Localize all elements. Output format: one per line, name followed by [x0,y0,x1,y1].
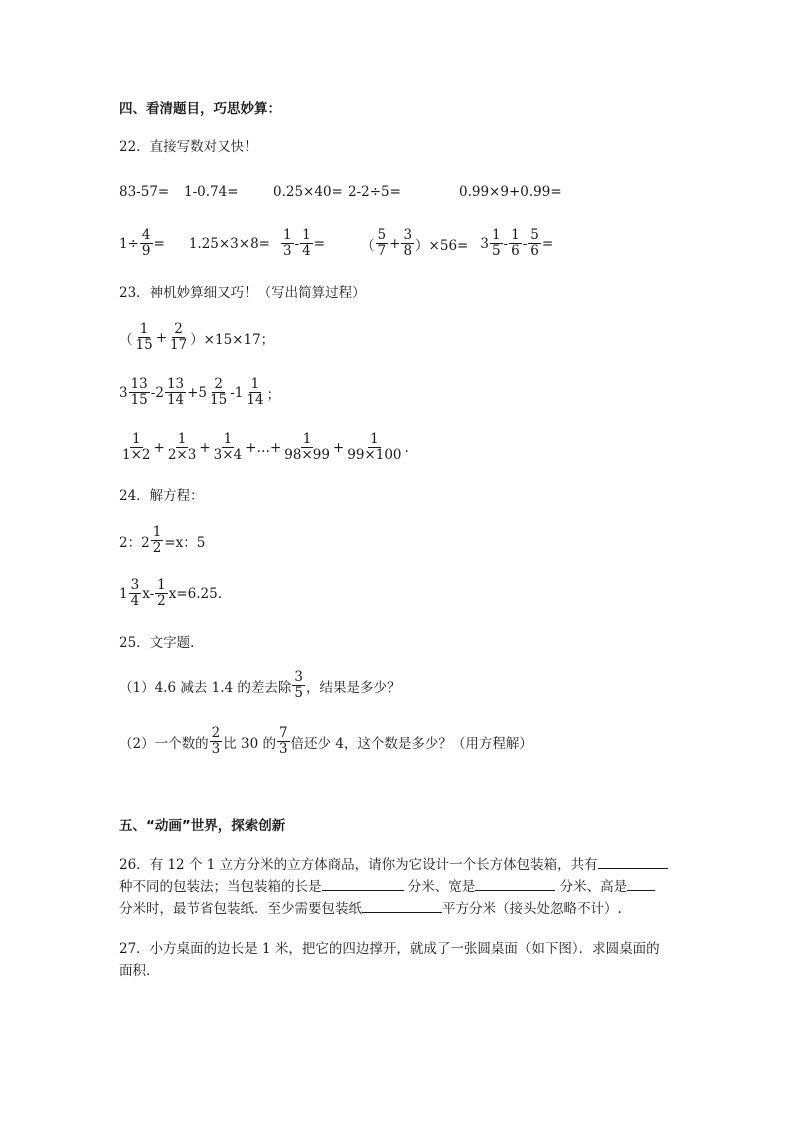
q22-item-7: 1.25×3×8= [188,235,270,252]
text: 3 [119,384,128,401]
text: 3 [480,235,489,252]
denominator: 3 [282,243,292,259]
fraction [166,432,199,463]
q22-item-10 [480,228,553,259]
fraction [509,228,522,259]
numerator: 1 [139,321,149,337]
fraction [134,322,155,353]
denominator: 2 [152,540,162,556]
denominator: 4 [130,593,140,609]
fraction [208,377,229,408]
text: 分米、高是 [559,879,628,895]
text: ）×15×17； [190,331,275,348]
numerator: 2 [174,321,183,337]
text: x=6.25. [168,585,223,602]
fraction [292,670,305,701]
numerator: 1 [223,431,233,447]
text: （2）一个数的 [119,735,209,752]
text: + [199,439,211,456]
fraction [277,726,290,757]
denominator: 17 [170,337,188,353]
text: =x：5 [164,534,206,551]
numerator: 1 [282,227,292,243]
answer-blank[interactable] [475,876,555,891]
q22-item-3: 0.25×40= [273,184,343,200]
numerator: 1 [302,431,312,447]
numerator: 1 [511,227,520,243]
q22-item-4: 2-2÷5= [348,184,401,200]
fraction [140,228,153,259]
fraction [165,377,186,408]
text: 1÷ [119,235,139,252]
denominator: 98×99 [284,447,330,463]
q22-item-8 [280,228,325,259]
text: - [294,235,300,252]
text: = [313,235,326,252]
denominator: 6 [530,243,539,259]
fraction [210,726,223,757]
fraction [401,228,414,259]
text: + [332,439,345,456]
text: （1）4.6 减去 1.4 的差去除 [119,679,292,696]
text: 倍还少 4，这个数是多少？（用方程解） [290,735,533,752]
text: + [269,439,282,456]
text: … [256,439,270,456]
numerator: 3 [403,227,413,243]
q22-item-2: 1-0.74= [184,184,239,200]
text: 比 30 的 [223,735,276,752]
fraction [155,578,168,609]
denominator: 15 [135,337,153,353]
denominator: 5 [294,685,303,701]
q24-title: 24．解方程： [119,488,204,504]
fraction [129,578,142,609]
text: 分米、宽是 [407,879,476,895]
numerator: 1 [152,524,162,540]
text: 面积． [119,963,160,979]
text: + [155,329,167,346]
text: -1 [230,384,244,401]
q25-part-2 [119,726,533,757]
fraction [376,228,389,259]
denominator: 2 [157,593,166,609]
denominator: 4 [302,243,311,259]
denominator: 8 [403,243,413,259]
answer-blank[interactable] [627,876,655,891]
text: = [541,235,554,252]
text: ； [266,386,281,403]
numerator: 4 [141,227,151,243]
q24-eq-2 [119,578,222,609]
denominator: 3 [211,741,221,757]
q22-item-1: 83-57= [119,184,170,200]
fraction [345,432,403,463]
q25-title: 25．文字题． [119,635,204,651]
text: +5 [187,384,208,401]
fraction [129,377,150,408]
numerator: 7 [278,725,288,741]
numerator: 1 [157,577,166,593]
q23-expr-1 [119,322,274,353]
q22-item-5: 0.99×9+0.99= [459,184,562,200]
q26-paragraph [119,854,679,920]
fraction [282,432,332,463]
fraction [151,525,164,556]
answer-blank[interactable] [598,854,668,869]
numerator: 2 [214,376,223,392]
denominator: 3×4 [213,447,243,463]
q24-eq-1 [119,525,205,556]
q23-title: 23．神机妙算细又巧！（写出简算过程） [119,285,366,301]
text: = [153,235,165,252]
fraction [120,432,153,463]
text: -2 [150,384,164,401]
text: 26．有 12 个 1 立方分米的立方体商品，请你为它设计一个长方体包装箱，共有 [119,857,598,873]
q25-part-1 [119,670,401,701]
numerator: 3 [130,577,140,593]
q22-item-9 [361,228,468,259]
q23-expr-3 [119,432,409,463]
numerator: 5 [530,227,539,243]
denominator: 3 [278,741,288,757]
q22-row-2 [119,228,553,259]
denominator: 5 [491,243,501,259]
fraction [528,228,541,259]
section-4-title: 四、看清题目，巧思妙算： [119,101,281,117]
numerator: 1 [491,227,501,243]
text: 27．小方桌面的边长是 1 米，把它的四边撑开，就成了一张圆桌面（如下图）．求圆桌面的 [119,941,660,957]
q22-title: 22．直接写数对又快！ [119,139,258,155]
text: ）×56= [415,237,469,254]
denominator: 15 [130,392,148,408]
fraction [244,377,265,408]
denominator: 7 [377,243,387,259]
q27-paragraph [119,938,679,982]
fraction [300,228,313,259]
numerator: 1 [302,227,311,243]
text: . [404,439,409,456]
denominator: 14 [166,392,185,408]
fraction [490,228,503,259]
numerator: 3 [294,669,303,685]
q22-item-6 [119,228,165,259]
text: 1 [119,585,128,602]
text: ，结果是多少？ [306,679,401,696]
text: 种不同的包装法；当包装箱的长是 [119,879,322,895]
text: x- [142,585,155,602]
denominator: 99×100 [347,447,402,463]
fraction [168,322,189,353]
q23-expr-2 [119,377,280,408]
text: 平方分米（接头处忽略不计）. [442,901,622,917]
numerator: 1 [250,376,260,392]
text: 分米时，最节省包装纸．至少需要包装纸 [119,901,362,917]
text: （ [119,331,133,348]
denominator: 9 [141,243,151,259]
denominator: 15 [210,392,228,408]
section-5-title: 五、“动画”世界，探索创新 [119,818,286,834]
denominator: 2×3 [167,447,197,463]
numerator: 1 [131,431,141,447]
numerator: 13 [166,376,185,392]
answer-blank[interactable] [322,876,404,891]
text: - [503,235,509,252]
numerator: 13 [130,376,148,392]
text: + [153,439,165,456]
text: 2：2 [119,534,150,551]
text: + [245,439,257,456]
text: + [389,235,401,252]
denominator: 14 [246,392,264,408]
denominator: 6 [511,243,520,259]
text: （ [361,237,375,254]
numerator: 1 [177,431,187,447]
answer-blank[interactable] [362,898,442,913]
fraction [212,432,245,463]
numerator: 5 [377,227,387,243]
denominator: 1×2 [122,447,151,463]
fraction [281,228,294,259]
numerator: 2 [211,725,221,741]
text: - [522,235,528,252]
numerator: 1 [370,431,379,447]
